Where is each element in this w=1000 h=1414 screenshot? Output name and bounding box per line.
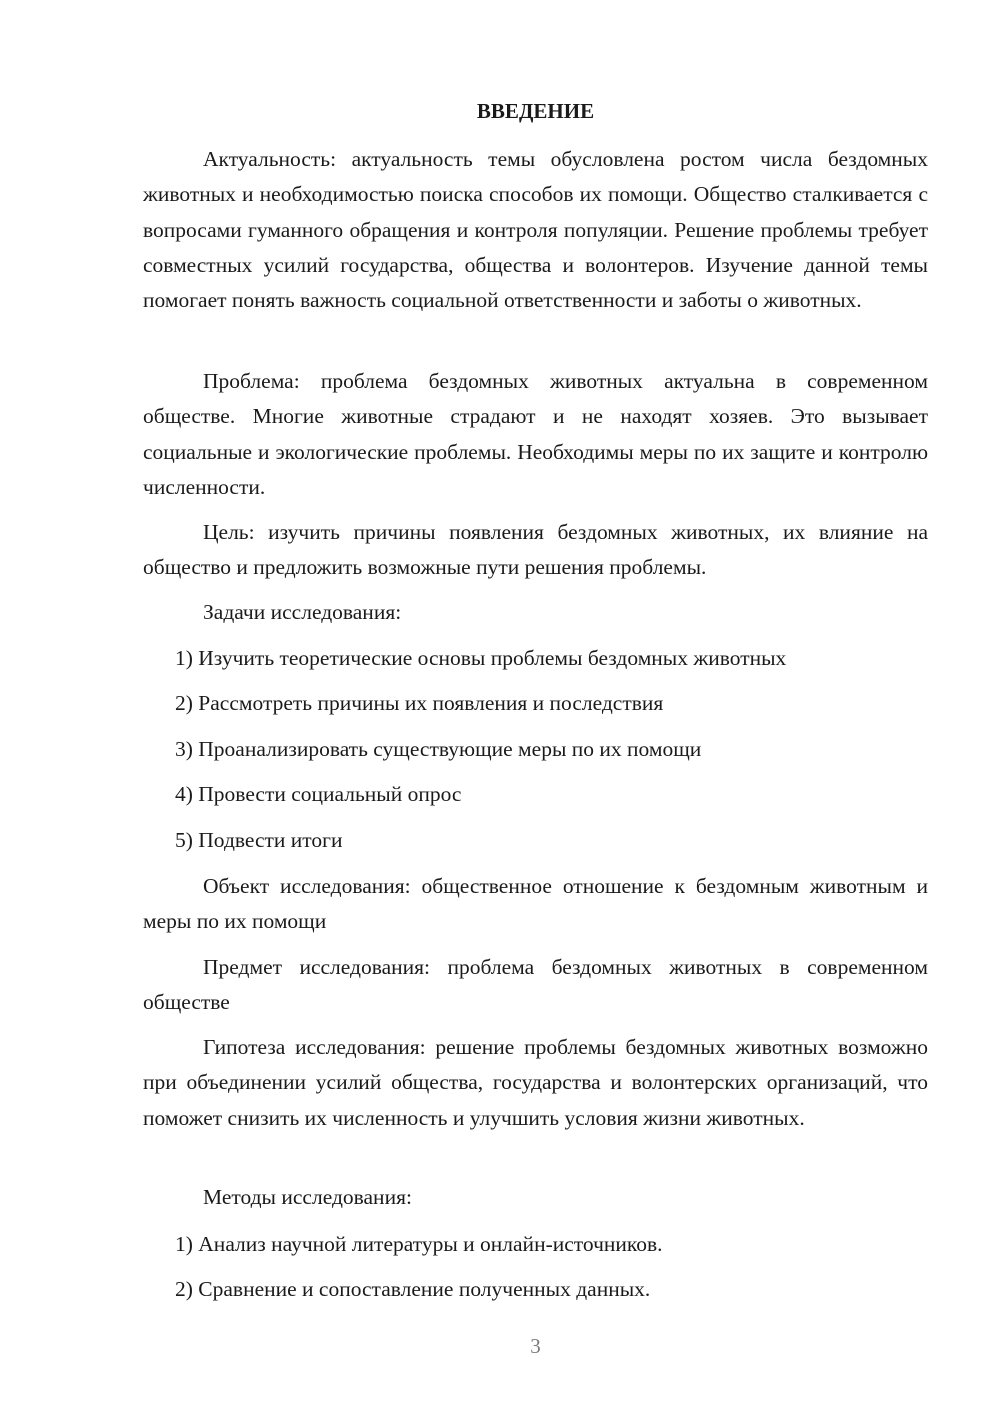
task-item: 2) Рассмотреть причины их появления и последствия bbox=[175, 691, 664, 715]
object-paragraph: Объект исследования: общественное отношение к бездомным животным и меры по их помощи bbox=[143, 874, 928, 934]
document-page bbox=[143, 0, 928, 1414]
page-number: 3 bbox=[530, 1334, 541, 1358]
methods-heading: Методы исследования: bbox=[203, 1185, 412, 1209]
hypothesis-paragraph: Гипотеза исследования: решение проблемы бездомных животных возможно при объединении усилий общества, государства и волонтерских организаций, что поможет снизить их численность и улучшить условия жизни животных. bbox=[143, 1035, 928, 1130]
method-item: 1) Анализ научной литературы и онлайн-источников. bbox=[175, 1232, 663, 1256]
relevance-paragraph: Актуальность: актуальность темы обусловлена ростом числа бездомных животных и необходимостью поиска способов их помощи. Общество сталкивается с вопросами гуманного обращения и контроля популяции. Решение проблемы требует совместных усилий государства, общества и волонтеров. Изучение данной темы помогает понять важность социальной ответственности и заботы о животных. bbox=[143, 147, 928, 313]
subject-paragraph: Предмет исследования: проблема бездомных животных в современном обществе bbox=[143, 955, 928, 1015]
task-item: 4) Провести социальный опрос bbox=[175, 782, 462, 806]
problem-paragraph: Проблема: проблема бездомных животных актуальна в современном обществе. Многие животные страдают и не находят хозяев. Это вызывает социальные и экологические проблемы. Необходимы меры по их защите и контролю численности. bbox=[143, 369, 928, 499]
method-item: 2) Сравнение и сопоставление полученных данных. bbox=[175, 1277, 651, 1301]
task-item: 3) Проанализировать существующие меры по их помощи bbox=[175, 737, 702, 761]
task-item: 1) Изучить теоретические основы проблемы бездомных животных bbox=[175, 646, 787, 670]
page-title: ВВЕДЕНИЕ bbox=[476, 99, 595, 123]
task-item: 5) Подвести итоги bbox=[175, 828, 343, 852]
tasks-heading: Задачи исследования: bbox=[203, 600, 402, 624]
goal-paragraph: Цель: изучить причины появления бездомных животных, их влияние на общество и предложить возможные пути решения проблемы. bbox=[143, 520, 928, 580]
